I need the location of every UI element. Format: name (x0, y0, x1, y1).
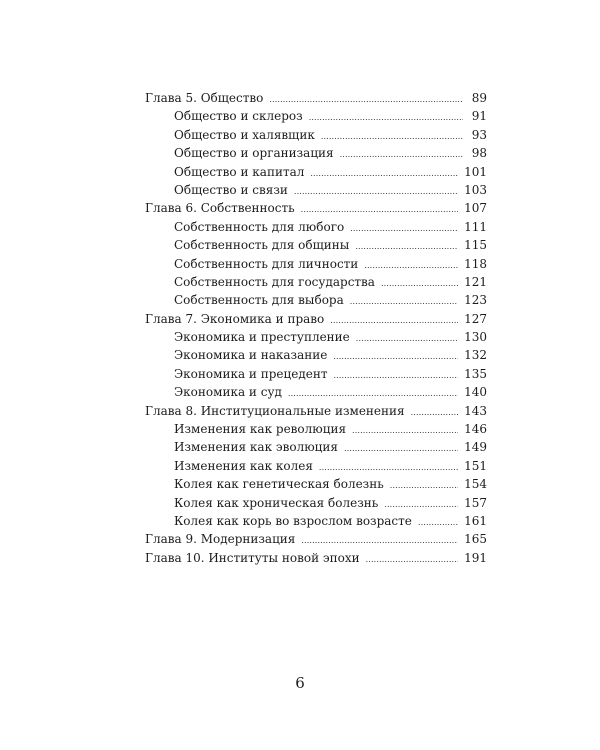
dot-leader (366, 551, 459, 565)
toc-entry-title: Изменения как колея (174, 458, 313, 473)
dot-leader (344, 440, 458, 454)
toc-entry-page: 130 (464, 330, 487, 345)
dot-leader (411, 404, 459, 418)
toc-entry-title: Экономика и преступление (174, 330, 350, 345)
toc-section-entry (145, 220, 487, 238)
toc-section-entry (145, 385, 487, 403)
dot-leader (319, 459, 458, 473)
toc-section-entry (145, 496, 487, 514)
toc-entry-page: 91 (471, 109, 487, 124)
toc-section-entry (145, 348, 487, 366)
dot-leader (355, 238, 458, 252)
toc-entry-page: 191 (464, 550, 487, 565)
toc-section-entry (145, 459, 487, 477)
toc-entry-title: Изменения как революция (174, 422, 347, 437)
toc-entry-title: Общество и халявщик (174, 127, 315, 142)
dot-leader (384, 496, 458, 510)
dot-leader (364, 257, 458, 271)
toc-section-entry (145, 128, 487, 146)
toc-entry-title: Общество и связи (174, 182, 288, 197)
dot-leader (309, 109, 463, 123)
toc-entry-page: 161 (464, 513, 487, 528)
toc-section-entry (145, 257, 487, 275)
toc-section-entry (145, 367, 487, 385)
toc-entry-page: 103 (464, 182, 487, 197)
toc-section-entry (145, 275, 487, 293)
toc-section-entry (145, 514, 487, 532)
dot-leader (330, 312, 458, 326)
toc-entry-title: Собственность для общины (174, 238, 350, 253)
dot-leader (310, 165, 458, 179)
toc-entry-page: 127 (464, 311, 487, 326)
toc-entry-page: 154 (464, 477, 487, 492)
page-number: 6 (295, 674, 305, 692)
toc-entry-page: 121 (464, 274, 487, 289)
dot-leader (352, 422, 458, 436)
toc-chapter-entry (145, 404, 487, 422)
dot-leader (333, 348, 458, 362)
dot-leader (356, 330, 458, 344)
dot-leader (333, 367, 458, 381)
toc-entry-title: Колея как хроническая болезнь (174, 495, 379, 510)
dot-leader (350, 293, 458, 307)
toc-entry-title: Глава 6. Собственность (145, 201, 295, 216)
toc-entry-title: Общество и капитал (174, 164, 305, 179)
toc-entry-title: Глава 8. Институциональные изменения (145, 403, 405, 418)
toc-section-entry (145, 422, 487, 440)
toc-entry-title: Изменения как эволюция (174, 440, 338, 455)
dot-leader (301, 532, 458, 546)
toc-section-entry (145, 146, 487, 164)
toc-chapter-entry (145, 532, 487, 550)
toc-section-entry (145, 477, 487, 495)
toc-entry-page: 140 (464, 385, 487, 400)
toc-entry-page: 165 (464, 532, 487, 547)
toc-entry-title: Глава 5. Общество (145, 91, 264, 105)
toc-entry-title: Экономика и наказание (174, 348, 328, 363)
toc-entry-title: Колея как корь во взрослом возрасте (174, 513, 412, 528)
toc-chapter-entry (145, 91, 487, 109)
toc-section-entry (145, 165, 487, 183)
dot-leader (288, 385, 458, 399)
toc-entry-title: Общество и склероз (174, 109, 303, 124)
toc-chapter-entry (145, 201, 487, 219)
toc-section-entry (145, 440, 487, 458)
toc-chapter-entry (145, 551, 487, 569)
toc-entry-page: 151 (464, 458, 487, 473)
toc-entry-page: 98 (471, 146, 487, 161)
toc-entry-title: Собственность для любого (174, 219, 345, 234)
dot-leader (381, 275, 458, 289)
toc-entry-title: Собственность для государства (174, 274, 375, 289)
toc-entry-title: Общество и организация (174, 146, 334, 161)
toc-section-entry (145, 238, 487, 256)
dot-leader (350, 220, 458, 234)
toc-entry-page: 89 (471, 91, 487, 105)
toc-section-entry (145, 293, 487, 311)
toc-entry-page: 123 (464, 293, 487, 308)
toc-section-entry (145, 109, 487, 127)
dot-leader (390, 477, 458, 491)
toc-entry-page: 93 (471, 127, 487, 142)
toc-entry-title: Глава 7. Экономика и право (145, 311, 325, 326)
toc-chapter-entry (145, 312, 487, 330)
toc-entry-page: 115 (464, 238, 487, 253)
toc-section-entry (145, 183, 487, 201)
toc-entry-title: Собственность для выбора (174, 293, 344, 308)
toc-section-entry (145, 330, 487, 348)
toc-entry-title: Собственность для личности (174, 256, 359, 271)
toc-entry-page: 143 (464, 403, 487, 418)
toc-entry-title: Глава 9. Модернизация (145, 532, 296, 547)
toc-entry-title: Колея как генетическая болезнь (174, 477, 384, 492)
dot-leader (321, 128, 463, 142)
toc-entry-page: 132 (464, 348, 487, 363)
toc-entry-page: 157 (464, 495, 487, 510)
dot-leader (294, 183, 458, 197)
toc-entry-page: 111 (464, 219, 487, 234)
toc-entry-page: 118 (464, 256, 487, 271)
dot-leader (301, 201, 458, 215)
toc-entry-title: Экономика и суд (174, 385, 282, 400)
table-of-contents (145, 91, 487, 569)
toc-entry-page: 135 (464, 366, 487, 381)
toc-entry-page: 101 (464, 164, 487, 179)
dot-leader (269, 91, 463, 105)
toc-entry-page: 149 (464, 440, 487, 455)
toc-entry-title: Экономика и прецедент (174, 366, 328, 381)
toc-entry-title: Глава 10. Институты новой эпохи (145, 550, 360, 565)
toc-entry-page: 107 (464, 201, 487, 216)
dot-leader (418, 514, 458, 528)
dot-leader (340, 146, 463, 160)
toc-entry-page: 146 (464, 422, 487, 437)
